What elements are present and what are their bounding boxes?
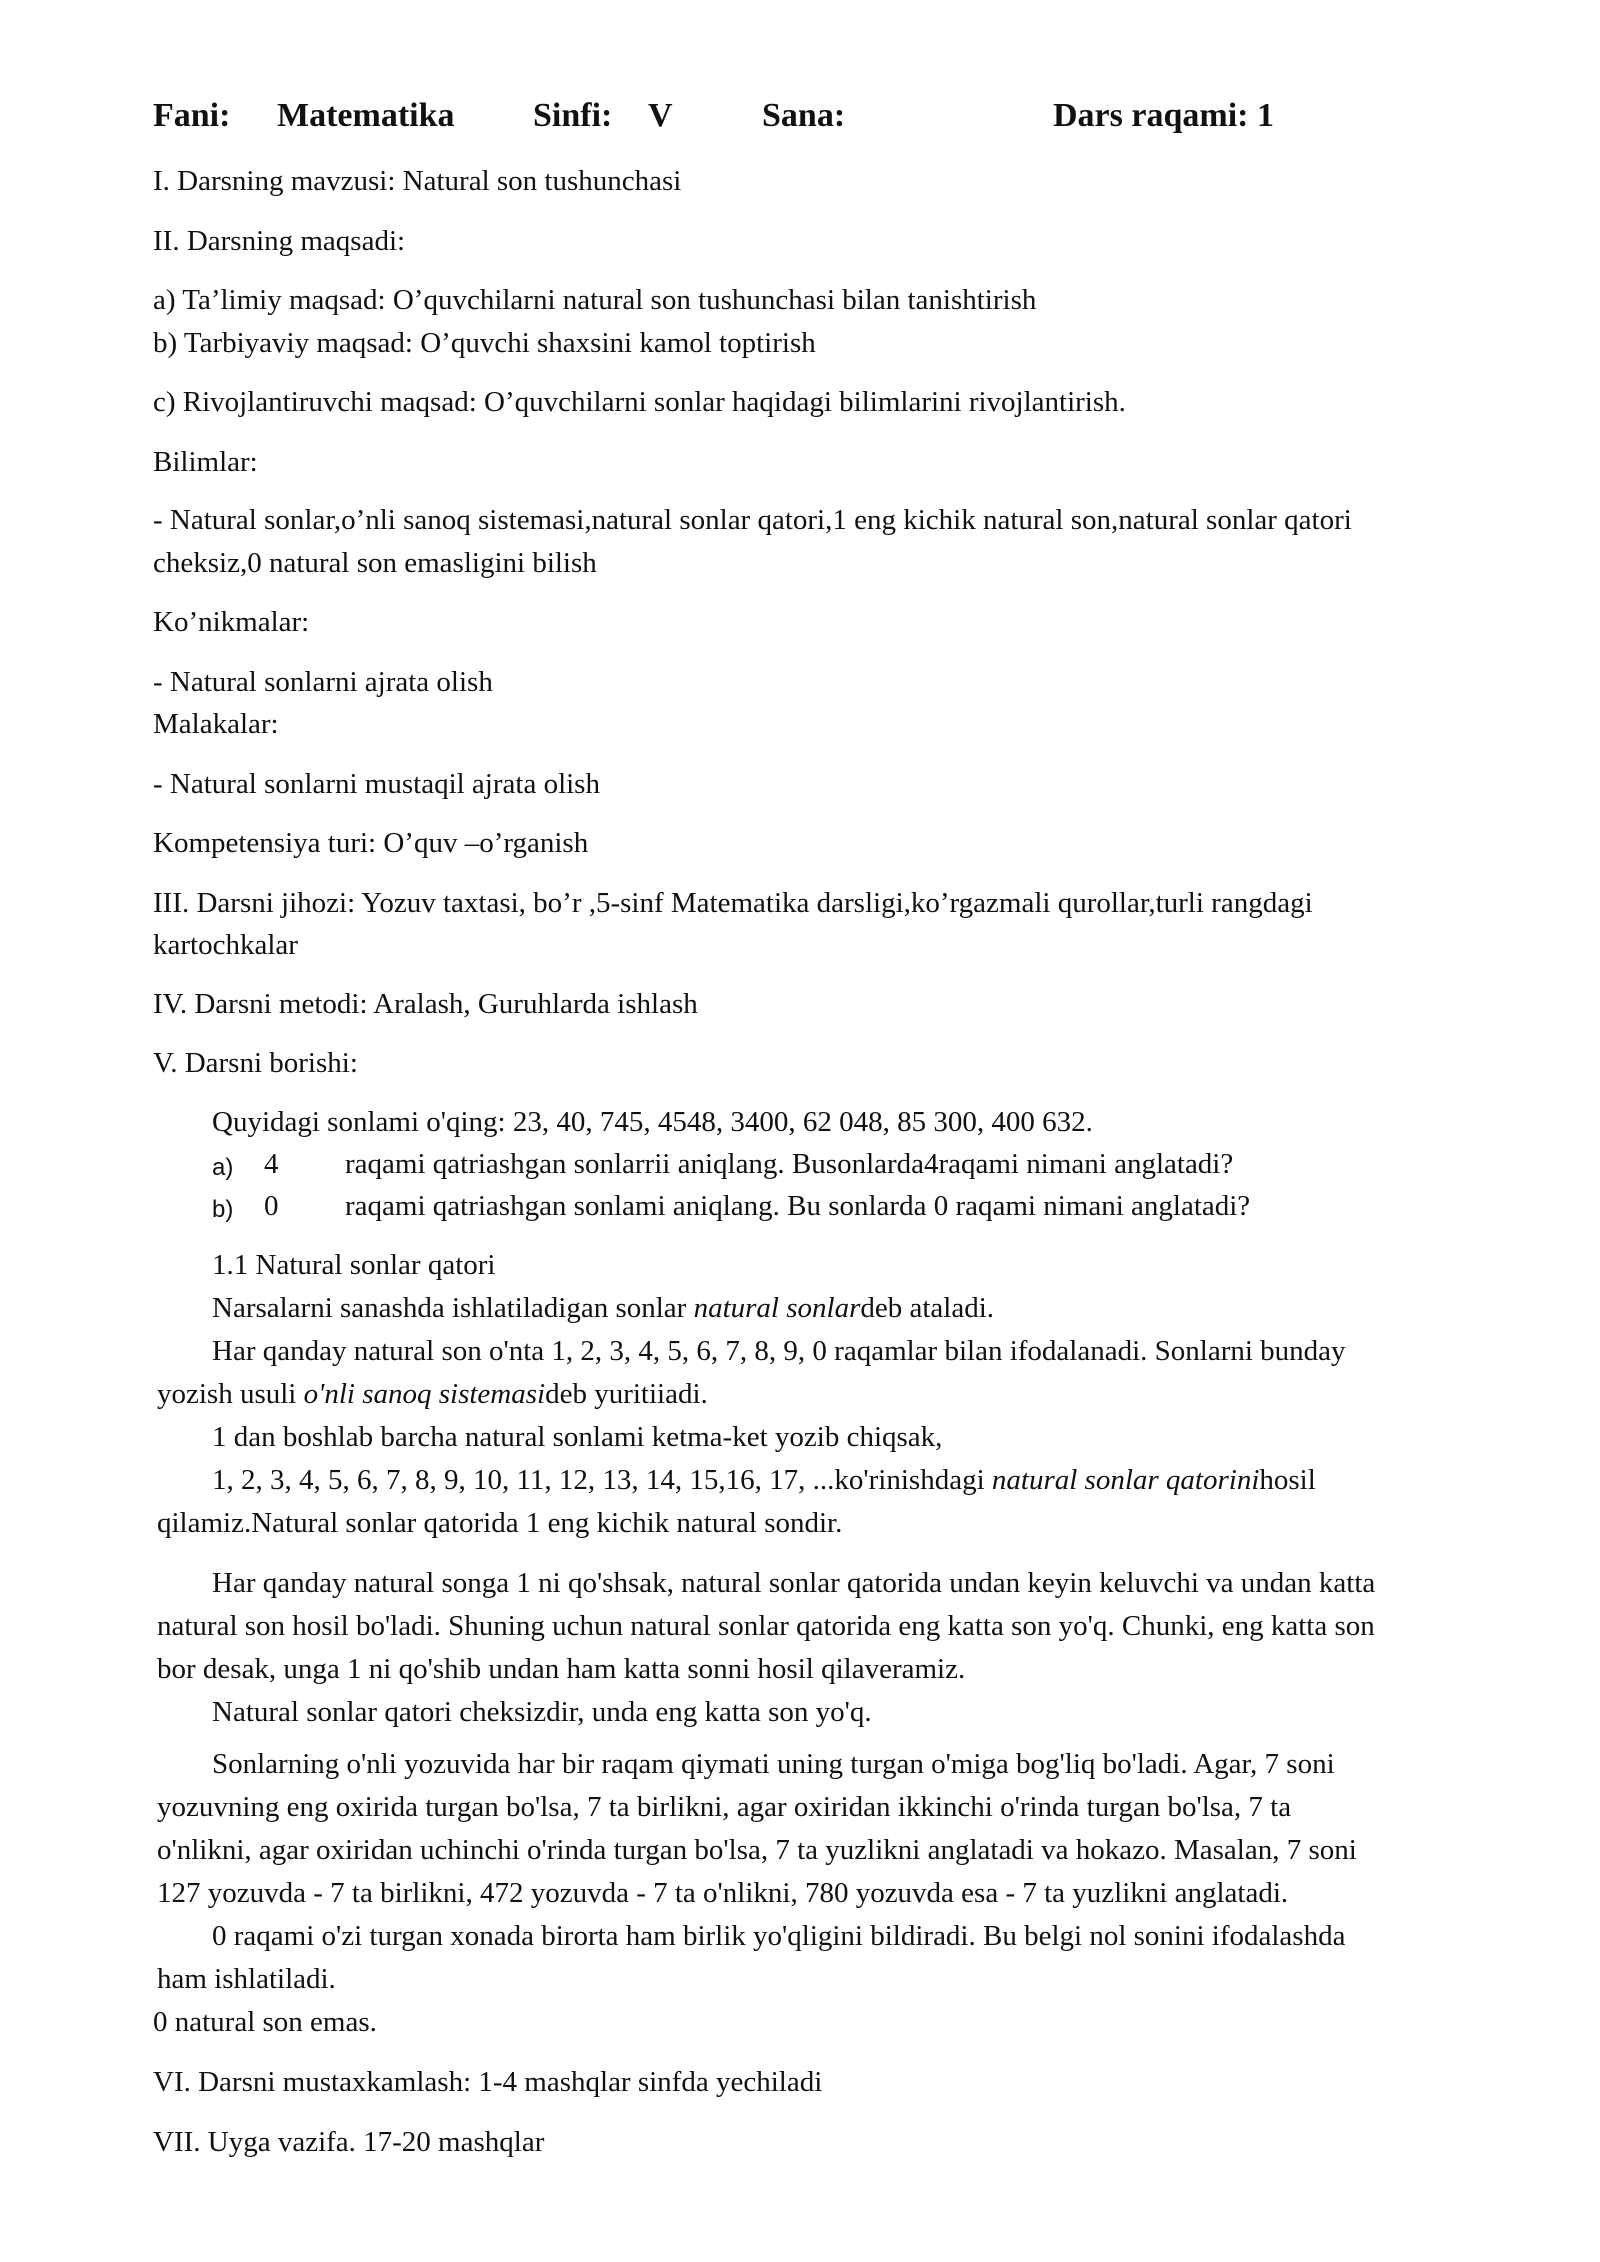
text-run: yozish usuli [157,1378,304,1410]
item-digit: 4 [264,1148,279,1180]
subject-label: Fani: [153,97,231,134]
grade-value: V [648,97,673,134]
place-value-line-1: Sonlarning o'nli yozuvida har bir raqam qiymati uning turgan o'miga bog'liq bo'ladi. Agar, 7 soni [212,1748,1335,1780]
item-marker: b) [212,1196,234,1223]
skills-heading: Ko’nikmalar: [153,606,310,638]
goal-c: c) Rivojlantiruvchi maqsad: O’quvchilarni sonlar haqidagi bilimlarini rivojlantirish. [153,386,1126,418]
text-run: Narsalarni sanashda ishlatiladigan sonlar [212,1292,694,1324]
equipment-line-2: kartochkalar [153,929,298,961]
zero-line-1: 0 raqami o'zi turgan xonada birorta ham birlik yo'qligini bildiradi. Bu belgi nol sonini ifodalashda [212,1920,1346,1952]
infinite-conclusion: Natural sonlar qatori cheksizdir, unda eng katta son yo'q. [212,1696,872,1728]
section-title: 1.1 Natural sonlar qatori [212,1249,496,1281]
item-text: raqami qatriashgan sonlarrii aniqlang. Busonlarda4raqami nimani anglatadi? [345,1148,1234,1180]
procedure-heading: V. Darsni borishi: [153,1047,358,1079]
reinforcement-line: VI. Darsni mustaxkamlash: 1-4 mashqlar sinfda yechiladi [153,2066,823,2098]
grade-label: Sinfi: [533,97,613,134]
knowledge-heading: Bilimlar: [153,446,258,478]
definition-paragraph [212,1291,994,1325]
infinite-line-2: natural son hosil bo'ladi. Shuning uchun natural sonlar qatorida eng katta son yo'q. Chunki, eng katta son [157,1610,1375,1642]
text-run: 1, 2, 3, 4, 5, 6, 7, 8, 9, 10, 11, 12, 13, 14, 15,16, 17, ...ko'rinishdagi [212,1464,992,1496]
goal-a: a) Ta’limiy maqsad: O’quvchilarni natural son tushunchasi bilan tanishtirish [153,284,1037,316]
goals-heading: II. Darsning maqsadi: [153,225,406,257]
skills-line-1: - Natural sonlarni ajrata olish [153,666,493,698]
term-natural-sequence: natural sonlar qatorini [991,1464,1260,1496]
digits-line-1: Har qanday natural son o'nta 1, 2, 3, 4, 5, 6, 7, 8, 9, 0 raqamlar bilan ifodalanadi. Sonlarni bunday [212,1335,1346,1367]
infinite-line-3: bor desak, unga 1 ni qo'shib undan ham katta sonni hosil qilaveramiz. [157,1653,966,1685]
place-value-line-4: 127 yozuvda - 7 ta birlikni, 472 yozuvda - 7 ta o'nlikni, 780 yozuvda esa - 7 ta yuzlikni anglatadi. [157,1877,1289,1909]
term-decimal-system: o'nli sanoq sistemasi [303,1378,546,1410]
method-line: IV. Darsni metodi: Aralash, Guruhlarda ishlash [153,988,698,1020]
zero-not-natural: 0 natural son emas. [153,2006,377,2038]
digits-line-2 [157,1377,708,1411]
zero-line-2: ham ishlatiladi. [157,1963,336,1995]
item-digit: 0 [264,1190,279,1222]
place-value-line-3: o'nlikni, agar oxiridan uchinchi o'rinda turgan bo'lsa, 7 ta yuzlikni anglatadi va hokazo. Masalan, 7 soni [157,1834,1357,1866]
lesson-number: Dars raqami: 1 [1053,97,1274,134]
text-run: deb ataladi. [860,1292,995,1324]
date-label: Sana: [762,97,846,134]
equipment-line-1: III. Darsni jihozi: Yozuv taxtasi, bo’r ,5-sinf Matematika darsligi,ko’rgazmali qurollar,turli rangdagi [153,887,1313,919]
goal-b: b) Tarbiyaviy maqsad: O’quvchi shaxsini kamol toptirish [153,327,816,359]
competencies-line-1: - Natural sonlarni mustaqil ajrata olish [153,768,600,800]
place-value-line-2: yozuvning eng oxirida turgan bo'lsa, 7 ta birlikni, agar oxiridan ikkinchi o'rinda turgan bo'lsa, 7 ta [157,1791,1292,1823]
item-marker: a) [212,1154,234,1181]
item-text: raqami qatriashgan sonlami aniqlang. Bu sonlarda 0 raqami nimani anglatadi? [345,1190,1251,1222]
sequence-line-1 [212,1463,1316,1497]
term-natural-numbers: natural sonlar [693,1292,861,1324]
sequence-line-2: qilamiz.Natural sonlar qatorida 1 eng kichik natural sondir. [157,1507,843,1539]
text-run: hosil [1259,1464,1316,1496]
competence-type: Kompetensiya turi: O’quv –o’rganish [153,827,589,859]
text-run: deb yuritiiadi. [545,1378,708,1410]
infinite-line-1: Har qanday natural songa 1 ni qo'shsak, natural sonlar qatorida undan keyin keluvchi va undan katta [212,1567,1376,1599]
knowledge-line-2: cheksiz,0 natural son emasligini bilish [153,547,597,579]
lesson-topic: I. Darsning mavzusi: Natural son tushunchasi [153,165,682,197]
exercise-intro: Quyidagi sonlami o'qing: 23, 40, 745, 4548, 3400, 62 048, 85 300, 400 632. [212,1106,1093,1138]
subject-value: Matematika [277,97,455,134]
sequence-intro: 1 dan boshlab barcha natural sonlami ketma-ket yozib chiqsak, [212,1421,943,1453]
homework-line: VII. Uyga vazifa. 17-20 mashqlar [153,2126,545,2158]
competencies-heading: Malakalar: [153,708,279,740]
knowledge-line-1: - Natural sonlar,o’nli sanoq sistemasi,natural sonlar qatori,1 eng kichik natural son,natural sonlar qatori [153,504,1352,536]
